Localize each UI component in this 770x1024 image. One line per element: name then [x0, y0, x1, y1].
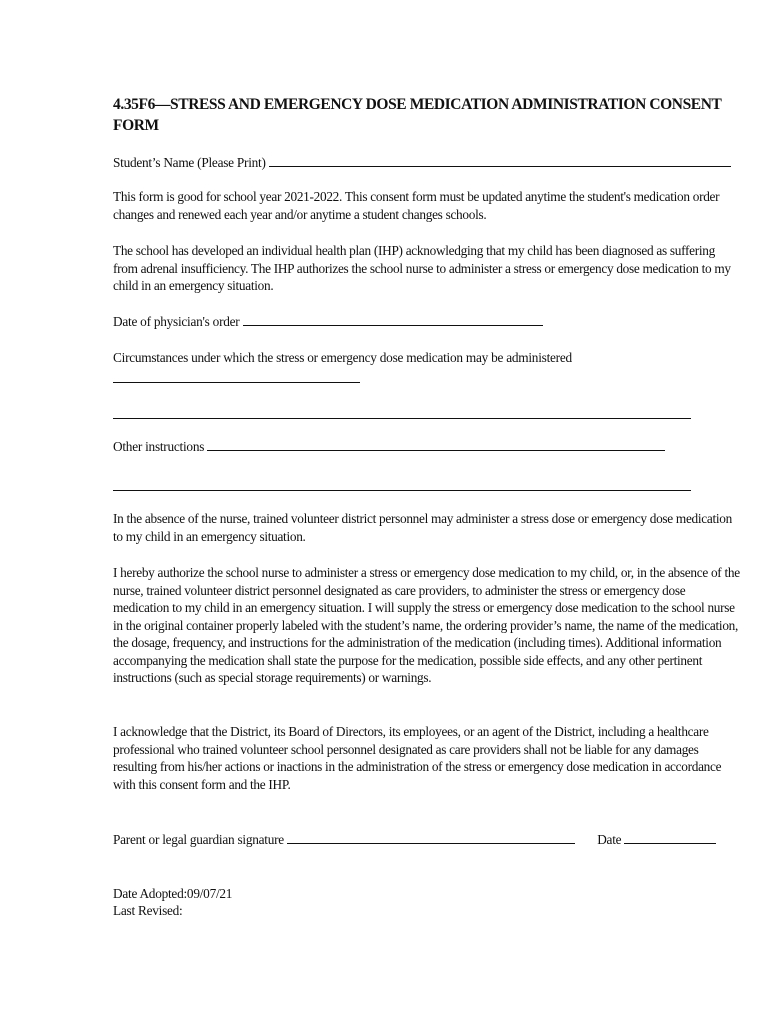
ihp-paragraph: The school has developed an individual health plan (IHP) acknowledging that my child has been diagnosed as suffering from adrenal insufficiency. The IHP authorizes the school nurse to administer a stress or emergency dose medication to my child in an emergency situation. — [113, 243, 731, 293]
signature-field[interactable] — [287, 831, 575, 844]
physician-order-label: Date of physician's order — [113, 314, 240, 329]
signature-label: Parent or legal guardian signature — [113, 832, 284, 847]
date-adopted: Date Adopted:09/07/21 — [113, 886, 233, 901]
other-instructions-label: Other instructions — [113, 439, 205, 454]
authorization-paragraph: I hereby authorize the school nurse to administer a stress or emergency dose medication to my child, or, in the absence of the nurse, trained volunteer district personnel designated as care providers, to administer the stress or emergency dose medication to my child in an emergency situation. I will supply the stress or emergency dose medication to the school nurse in the original container properly labeled with the student’s name, the ordering provider’s name, the name of the medication, the dosage, frequency, and instructions for the administration of the medication (including times). Additional information accompanying the medication shall state the purpose for the medication, possible side effects, and any other pertinent instructions (such as special storage requirements) or warnings. — [113, 565, 740, 685]
acknowledgement-paragraph: I acknowledge that the District, its Board of Directors, its employees, or an agent of the District, including a healthcare professional who trained volunteer school personnel designated as care providers shall not be liable for any damages resulting from his/her actions or inactions in the administration of the stress or emergency dose medication in accordance with this consent form and the IHP. — [113, 724, 722, 792]
signature-date-label: Date — [597, 832, 622, 847]
physician-order-date-field[interactable] — [243, 313, 543, 326]
validity-paragraph: This form is good for school year 2021-2022. This consent form must be updated anytime the student's medication order changes and renewed each year and/or anytime a student changes schools. — [113, 189, 720, 222]
student-name-label: Student’s Name (Please Print) — [113, 155, 266, 170]
circumstances-field-line-1[interactable] — [113, 382, 360, 383]
circumstances-field-line-2[interactable] — [113, 418, 691, 419]
circumstances-label: Circumstances under which the stress or emergency dose medication may be administered — [113, 350, 572, 365]
other-instructions-field[interactable] — [207, 438, 665, 451]
signature-row — [113, 831, 716, 849]
student-name-field[interactable] — [269, 154, 731, 167]
absence-paragraph: In the absence of the nurse, trained volunteer district personnel may administer a stress dose or emergency dose medication to my child in an emergency situation. — [113, 511, 732, 544]
form-title: 4.35F6—STRESS AND EMERGENCY DOSE MEDICATION ADMINISTRATION CONSENT FORM — [113, 96, 722, 134]
signature-date-field[interactable] — [624, 831, 716, 844]
physician-order-row — [113, 313, 543, 331]
other-instructions-field-line-2[interactable] — [113, 490, 691, 491]
other-instructions-row — [113, 438, 665, 456]
student-name-row — [113, 154, 731, 172]
last-revised: Last Revised: — [113, 903, 183, 918]
